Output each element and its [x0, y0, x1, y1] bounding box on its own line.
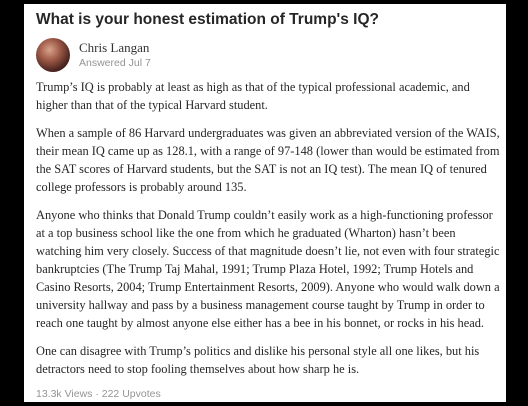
answer-paragraph: Anyone who thinks that Donald Trump couldn’t easily work as a high-functioning professor at a top business school like the one from which he graduated (Wharton) hasn’t been watching him very closely. Success of that magnitude doesn’t lie, not even with four strategic bankruptcies (The Trump Taj Mahal, 1991; Trump Plaza Hotel, 1992; Trump Hotels and Casino Resorts, 2004; Trump Entertainment Resorts, 2009). Anyone who would walk down a university hallway and pass by a business management course taught by Trump in order to reach one taught by almost anyone else either has a bee in his bonnet, or rocks in his head.	[36, 208, 500, 330]
answer-card	[24, 4, 506, 402]
question-title[interactable]: What is your honest estimation of Trump's IQ?	[36, 11, 379, 28]
answer-paragraph: Trump’s IQ is probably at least as high as that of the typical professional academic, and higher than that of the typical Harvard student.	[36, 80, 470, 112]
author-avatar[interactable]	[36, 38, 70, 72]
answered-date[interactable]: Answered Jul 7	[79, 57, 151, 69]
author-meta	[79, 40, 151, 70]
answer-stats[interactable]: 13.3k Views · 222 Upvotes	[36, 388, 161, 400]
answer-body	[36, 78, 500, 378]
answer-paragraph: One can disagree with Trump’s politics and dislike his personal style all one likes, but his detractors need to stop fooling themselves about how sharp he is.	[36, 344, 480, 376]
author-row	[36, 36, 500, 74]
author-name[interactable]: Chris Langan	[79, 40, 150, 55]
answer-paragraph: When a sample of 86 Harvard undergraduates was given an abbreviated version of the WAIS, their mean IQ came up as 128.1, with a range of 97-148 (lower than would be estimated from the SAT scores of Harvard students, but the SAT is not an IQ test). The mean IQ of tenured college professors is probably around 135.	[36, 126, 500, 194]
